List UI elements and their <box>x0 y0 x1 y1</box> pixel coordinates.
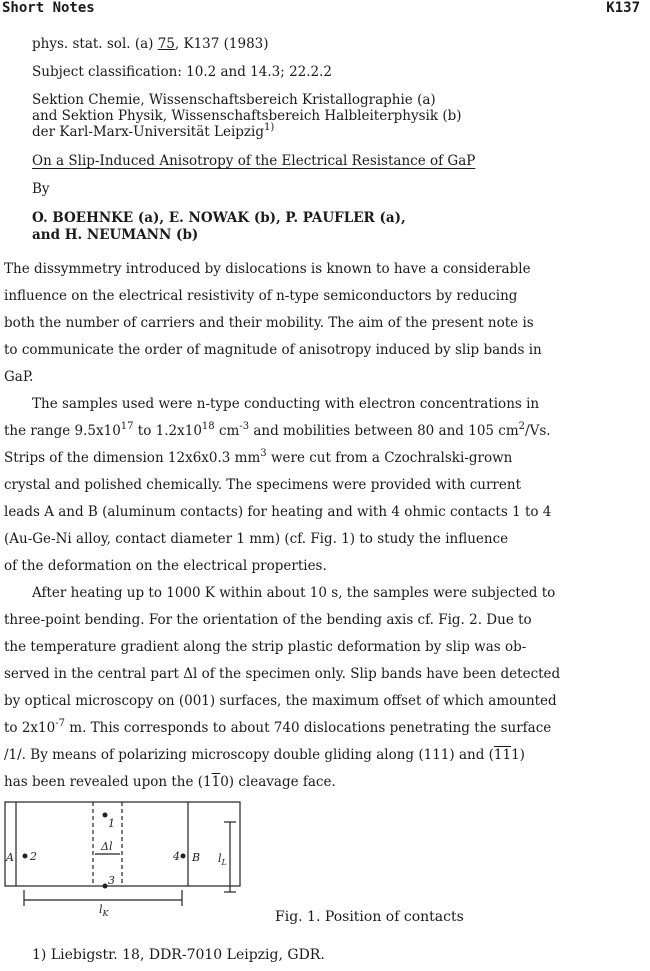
paragraph-3 <box>4 580 644 796</box>
running-header-left: Short Notes <box>2 0 95 16</box>
text-line: (Au-Ge-Ni alloy, contact diameter 1 mm) (cf. Fig. 1) to study the influence <box>4 531 509 547</box>
running-header-page: K137 <box>606 0 640 16</box>
label-contact-3: 3 <box>108 874 115 887</box>
text-line: GaP. <box>4 369 34 385</box>
text-line: the range $9.5x10^{17}$ to $1.2x10^{18}$ $cm^{-3}$ and mobilities between 80 and 105 $cm^2/Vs$. <box>4 421 551 439</box>
label-contact-4: 4 <box>173 850 180 863</box>
text-line: influence on the electrical resistivity of n-type semiconductors by reducing <box>4 288 518 304</box>
text-line: Strips of the dimension 12x6x0.3 $mm^3$ were cut from a Czochralski-grown <box>4 448 513 466</box>
footnote: 1) Liebigstr. 18, DDR-7010 Leipzig, GDR. <box>32 947 325 963</box>
text-line: three-point bending. For the orientation of the bending axis cf. Fig. 2. Due to <box>4 612 532 628</box>
label-a: A <box>6 851 14 864</box>
label-contact-1: 1 <box>108 817 115 830</box>
text-line: to $2x10^{-7}$ m. This corresponds to about 740 dislocations penetrating the surface <box>4 718 552 736</box>
text-line: has been revealed upon the (110) cleavage face. <box>4 774 336 790</box>
text-line: of the deformation on the electrical properties. <box>4 558 327 574</box>
contact-3 <box>103 884 108 889</box>
text-line: The samples used were n-type conducting with electron concentrations in <box>32 396 540 412</box>
text-line: served in the central part Δl of the specimen only. Slip bands have been detected <box>4 666 561 682</box>
affiliation-line-1: Sektion Chemie, Wissenschaftsbereich Kristallographie (a) <box>32 92 436 108</box>
paragraph-2 <box>4 391 644 580</box>
contact-diagram <box>4 800 242 918</box>
text-line: /1/. By means of polarizing microscopy double gliding along (111) and (111) <box>4 747 525 763</box>
text-line: After heating up to 1000 K within about 10 s, the samples were subjected to <box>32 585 556 601</box>
label-contact-2: 2 <box>30 850 37 863</box>
authors-line-1: O. BOEHNKE (a), E. NOWAK (b), P. PAUFLER (a), <box>32 210 406 226</box>
subject-classification: Subject classification: 10.2 and 14.3; 22.2.2 <box>32 64 333 80</box>
text-line: The dissymmetry introduced by dislocations is known to have a considerable <box>4 261 531 277</box>
text-line: to communicate the order of magnitude of anisotropy induced by slip bands in <box>4 342 542 358</box>
text-line: leads A and B (aluminum contacts) for heating and with 4 ohmic contacts 1 to 4 <box>4 504 552 520</box>
affiliation-line-3: der Karl-Marx-Universität Leipzig$^{1)}$ <box>32 122 275 140</box>
paragraph-1 <box>4 256 644 391</box>
authors-line-2: and H. NEUMANN (b) <box>32 227 199 243</box>
citation-line: phys. stat. sol. (a) 75, K137 (1983) <box>32 36 269 52</box>
text-line: both the number of carriers and their mobility. The aim of the present note is <box>4 315 534 331</box>
contact-4 <box>181 854 186 859</box>
by-line: By <box>32 181 50 197</box>
text-line: the temperature gradient along the strip plastic deformation by slip was ob- <box>4 639 527 655</box>
figure-caption: Fig. 1. Position of contacts <box>275 909 464 925</box>
article-title: On a Slip-Induced Anisotropy of the Electrical Resistance of GaP <box>32 153 476 169</box>
contact-1 <box>103 813 108 818</box>
affiliation-line-2: and Sektion Physik, Wissenschaftsbereich Halbleiterphysik (b) <box>32 108 462 124</box>
text-line: by optical microscopy on (001) surfaces, the maximum offset of which amounted <box>4 693 557 709</box>
text-line: crystal and polished chemically. The specimens were provided with current <box>4 477 521 493</box>
contact-2 <box>23 854 28 859</box>
label-delta-l: Δl <box>101 840 113 853</box>
label-b: B <box>192 851 201 864</box>
label-l-L: $l_L$ <box>218 852 227 867</box>
footnote-mark: 1) <box>264 122 275 133</box>
label-l-K: $l_K$ <box>99 903 109 918</box>
citation-volume: 75 <box>157 36 175 52</box>
